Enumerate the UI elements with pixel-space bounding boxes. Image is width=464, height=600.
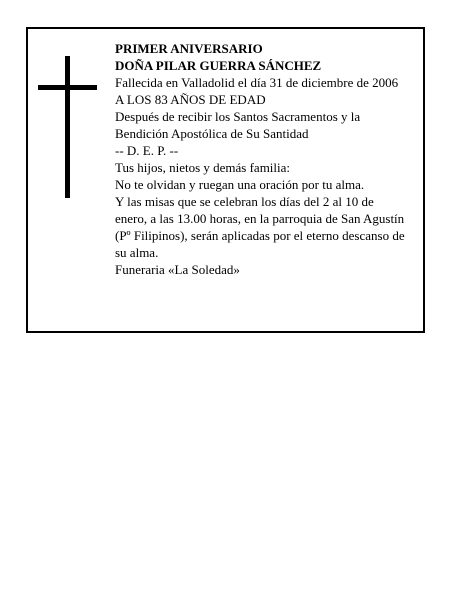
- funeral-home: Funeraria «La Soledad»: [115, 262, 240, 277]
- masses-line-3: (Pº Filipinos), serán aplicadas por el eterno descanso de: [115, 228, 405, 243]
- prayer-request: No te olvidan y ruegan una oración por tu alma.: [115, 177, 365, 192]
- masses-line-2: enero, a las 13.00 horas, en la parroquia de San Agustín: [115, 211, 405, 226]
- rest-in-peace: -- D. E. P. --: [115, 143, 179, 158]
- cross-vertical-bar: [65, 56, 70, 198]
- age-at-death: A LOS 83 AÑOS DE EDAD: [115, 92, 266, 107]
- masses-line-1: Y las misas que se celebran los días del 2 al 10 de: [115, 194, 374, 209]
- family-line: Tus hijos, nietos y demás familia:: [115, 160, 291, 175]
- death-details: Fallecida en Valladolid el día 31 de diciembre de 2006: [115, 75, 399, 90]
- notice-text: [115, 40, 423, 278]
- obituary-notice: [26, 27, 425, 333]
- sacraments-line-1: Después de recibir los Santos Sacramentos y la: [115, 109, 361, 124]
- deceased-name: DOÑA PILAR GUERRA SÁNCHEZ: [115, 58, 322, 73]
- cross-horizontal-bar: [38, 85, 97, 90]
- masses-line-4: su alma.: [115, 245, 159, 260]
- notice-heading: PRIMER ANIVERSARIO: [115, 41, 263, 56]
- sacraments-line-2: Bendición Apostólica de Su Santidad: [115, 126, 309, 141]
